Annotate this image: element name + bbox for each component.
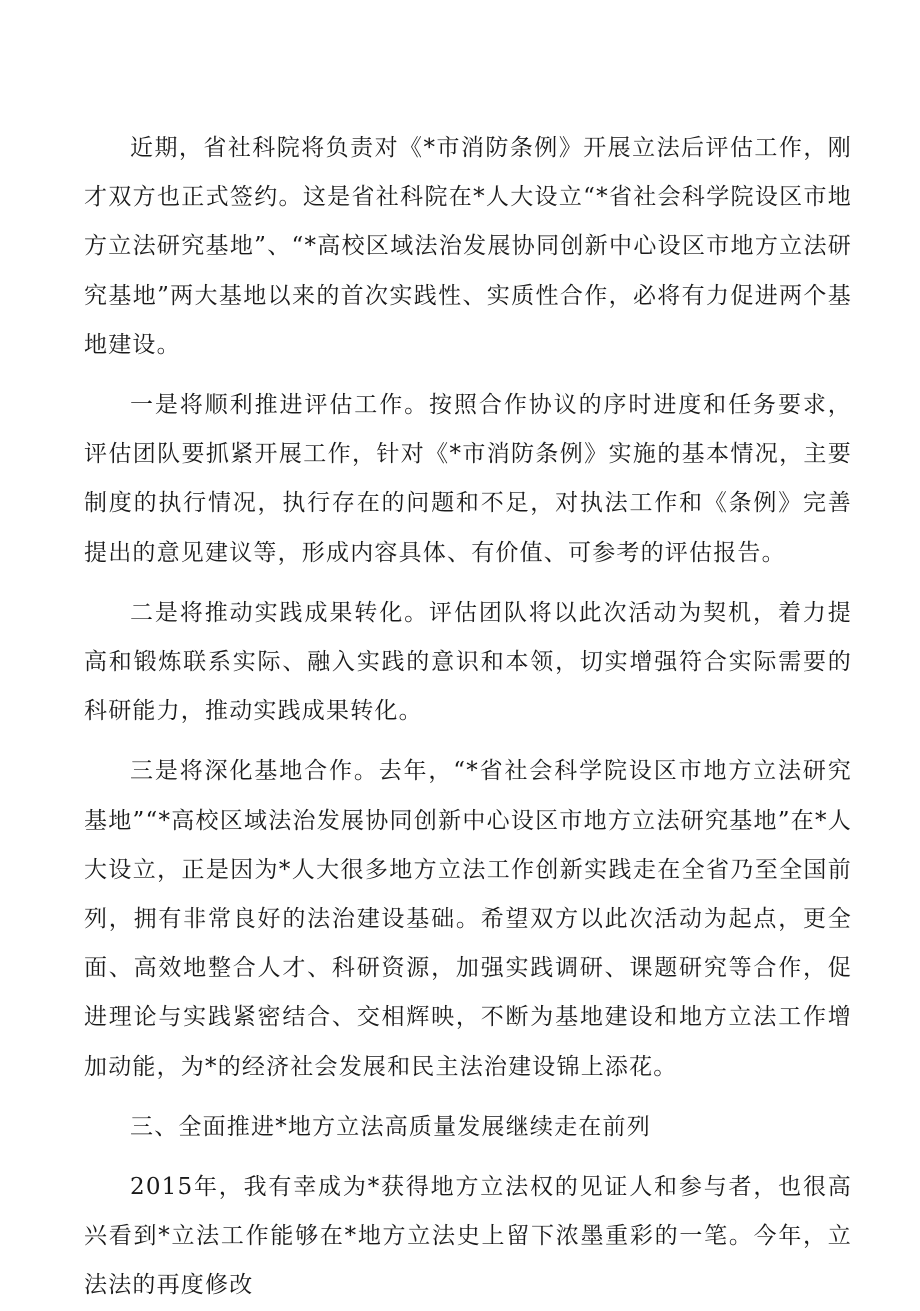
paragraph-2015: 2015年，我有幸成为*获得地方立法权的见证人和参与者，也很高兴看到*立法工作能够在*地方立法史上留下浓墨重彩的一笔。今年，立法法的再度修改: [84, 1174, 852, 1299]
section-heading: 三、全面推进*地方立法高质量发展继续走在前列: [130, 1113, 651, 1140]
paragraph-cooperation: 三是将深化基地合作。去年，“*省社会科学院设区市地方立法研究基地”“*高校区域法治发展协同创新中心设区市地方立法研究基地”在*人大设立，正是因为*人大很多地方立法工作创新实践走在全省乃至全国前列，拥有非常良好的法治建设基础。希望双方以此次活动为起点，更全面、高效地整合人才、科研资源，加强实践调研、课题研究等合作，促进理论与实践紧密结合、交相辉映，不断为基地建设和地方立法工作增加动能，为*的经济社会发展和民主法治建设锦上添花。: [84, 758, 852, 1080]
paragraph-evaluation: 一是将顺利推进评估工作。按照合作协议的序时进度和任务要求，评估团队要抓紧开展工作，针对《*市消防条例》实施的基本情况，主要制度的执行情况，执行存在的问题和不足，对执法工作和《条例》完善提出的意见建议等，形成内容具体、有价值、可参考的评估报告。: [84, 392, 852, 566]
document-body: [84, 124, 852, 1311]
paragraph-transformation: 二是将推动实践成果转化。评估团队将以此次活动为契机，着力提高和锻炼联系实际、融入实践的意识和本领，切实增强符合实际需要的科研能力，推动实践成果转化。: [84, 599, 852, 725]
paragraph-signing: 近期，省社科院将负责对《*市消防条例》开展立法后评估工作，刚才双方也正式签约。这是省社科院在*人大设立“*省社会科学院设区市地方立法研究基地”、“*高校区域法治发展协同创新中心设区市地方立法研究基地”两大基地以来的首次实践性、实质性合作，必将有力促进两个基地建设。: [84, 135, 852, 358]
